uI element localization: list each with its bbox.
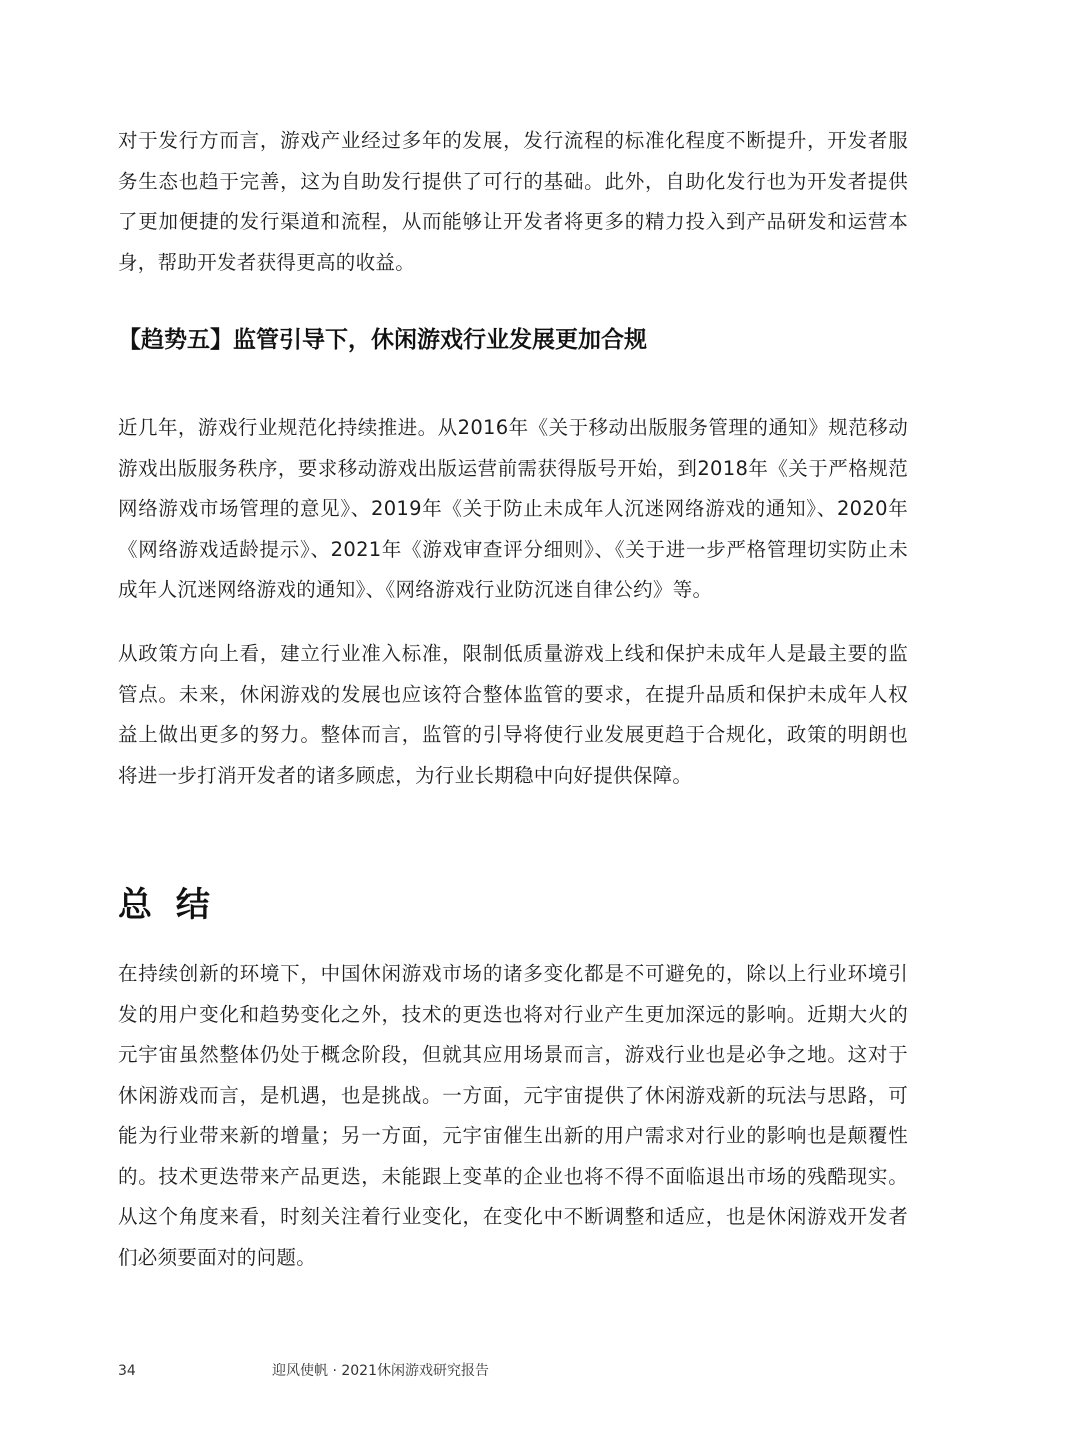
paragraph-summary: 在持续创新的环境下，中国休闲游戏市场的诸多变化都是不可避免的，除以上行业环境引发的用户变化和趋势变化之外，技术的更迭也将对行业产生更加深远的影响。近期大火的元宇宙虽然整体仍处于概念阶段，但就其应用场景而言，游戏行业也是必争之地。这对于休闲游戏而言，是机遇，也是挑战。一方面，元宇宙提供了休闲游戏新的玩法与思路，可能为行业带来新的增量；另一方面，元宇宙催生出新的用户需求对行业的影响也是颠覆性的。技术更迭带来产品更迭，未能跟上变革的企业也将不得不面临退出市场的残酷现实。从这个角度来看，时刻关注着行业变化，在变化中不断调整和适应，也是休闲游戏开发者们必须要面对的问题。 <box>118 962 908 1269</box>
paragraph-publisher: 对于发行方而言，游戏产业经过多年的发展，发行流程的标准化程度不断提升，开发者服务生态也趋于完善，这为自助发行提供了可行的基础。此外，自助化发行也为开发者提供了更加便捷的发行渠道和流程，从而能够让开发者将更多的精力投入到产品研发和运营本身，帮助开发者获得更高的收益。 <box>118 129 908 274</box>
footer-report-title: 迎风使帆 · 2021休闲游戏研究报告 <box>272 1363 489 1379</box>
summary-heading: 总 结 <box>118 885 216 925</box>
paragraph-regulation-history: 近几年，游戏行业规范化持续推进。从2016年《关于移动出版服务管理的通知》规范移动游戏出版服务秩序，要求移动游戏出版运营前需获得版号开始，到2018年《关于严格规范网络游戏市场管理的意见》、2019年《关于防止未成年人沉迷网络游戏的通知》、2020年《网络游戏适龄提示》、2021年《游戏审查评分细则》、《关于进一步严格管理切实防止未成年人沉迷网络游戏的通知》、《网络游戏行业防沉迷自律公约》等。 <box>118 416 908 601</box>
paragraph-policy-direction: 从政策方向上看，建立行业准入标准，限制低质量游戏上线和保护未成年人是最主要的监管点。未来，休闲游戏的发展也应该符合整体监管的要求，在提升品质和保护未成年人权益上做出更多的努力。整体而言，监管的引导将使行业发展更趋于合规化，政策的明朗也将进一步打消开发者的诸多顾虑，为行业长期稳中向好提供保障。 <box>118 642 908 787</box>
trend-five-heading: 【趋势五】监管引导下，休闲游戏行业发展更加合规 <box>118 327 647 353</box>
page-number: 34 <box>118 1363 136 1379</box>
